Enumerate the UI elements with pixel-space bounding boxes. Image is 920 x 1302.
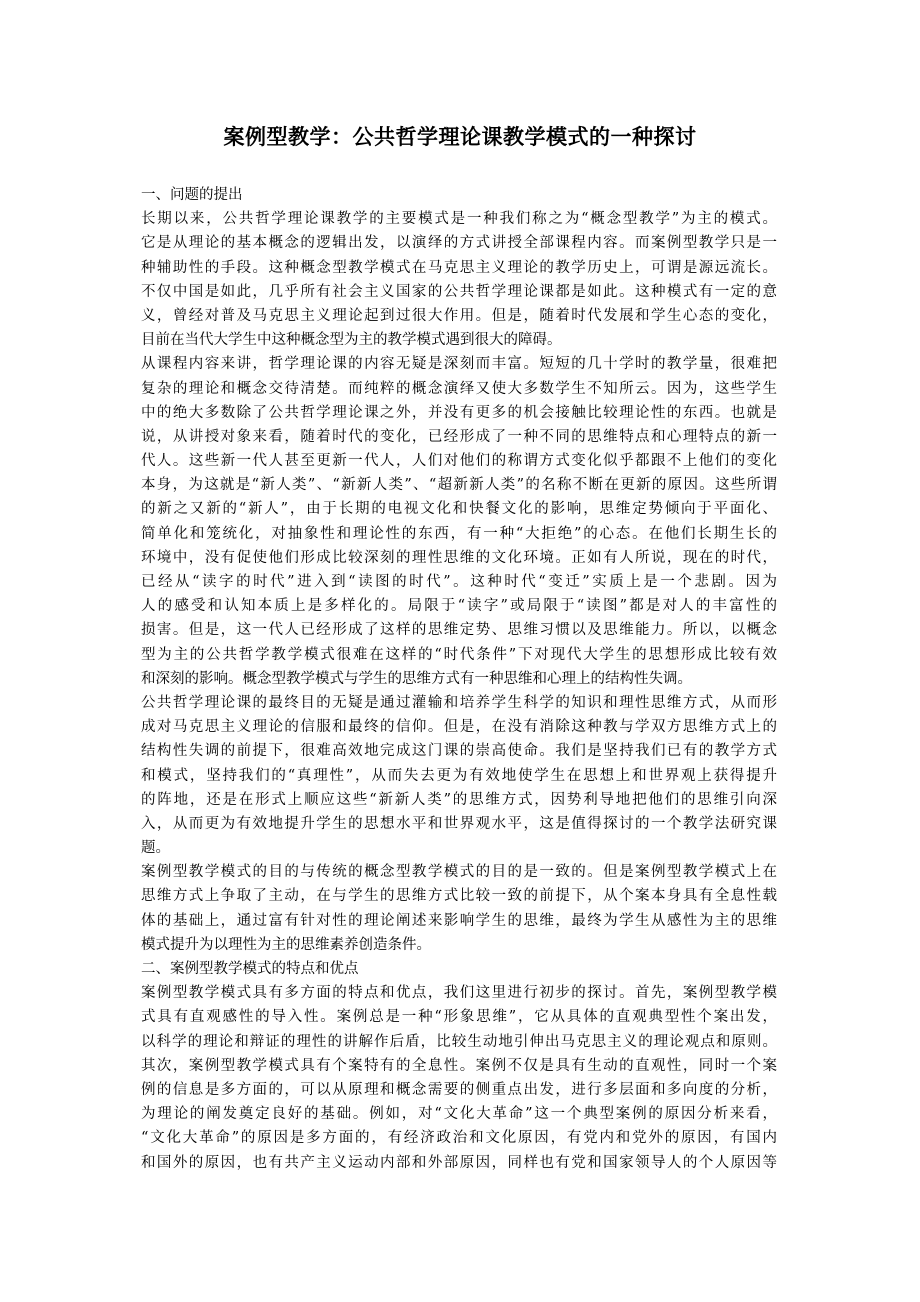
paragraph-line: 结构性失调的前提下，很难高效地完成这门课的崇高使命。我们是坚持我们已有的教学方式: [141, 743, 777, 760]
paragraph-line: 式具有直观感性的导入性。案例总是一种“形象思维”，它从具体的直观典型性个案出发，: [141, 1009, 777, 1026]
paragraph-line: 模式提升为以理性为主的思维素养创造条件。: [141, 936, 431, 953]
paragraph-line: 思维方式上争取了主动，在与学生的思维方式比较一致的前提下，从个案本身具有全息性载: [141, 888, 777, 905]
paragraph-line: 义，曾经对普及马克思主义理论起到过很大作用。但是，随着时代发展和学生心态的变化，: [141, 307, 777, 324]
paragraph-line: 型为主的公共哲学教学模式很难在这样的“时代条件”下对现代大学生的思想形成比较有效: [141, 646, 777, 663]
paragraph-line: 说，从讲授对象来看，随着时代的变化，已经形成了一种不同的思维特点和心理特点的新一: [141, 428, 777, 445]
paragraph-line: 体的基础上，通过富有针对性的理论阐述来影响学生的思维，最终为学生从感性为主的思维: [141, 912, 777, 929]
paragraph-line: 和模式，坚持我们的“真理性”，从而失去更为有效地使学生在思想上和世界观上获得提升: [141, 767, 777, 784]
paragraph-line: 的阵地，还是在形式上顺应这些“新新人类”的思维方式，因势利导地把他们的思维引向深: [141, 791, 777, 808]
paragraph-line: 和深刻的影响。概念型教学模式与学生的思维方式有一种思维和心理上的结构性失调。: [141, 670, 692, 687]
paragraph-line: 不仅中国是如此，几乎所有社会主义国家的公共哲学理论课都是如此。这种模式有一定的意: [141, 283, 777, 300]
document-body: [141, 183, 777, 1175]
paragraph-line: 入，从而更为有效地提升学生的思想水平和世界观水平，这是值得探讨的一个教学法研究课: [141, 815, 777, 832]
paragraph-line: 简单化和笼统化，对抽象性和理论性的东西，有一种“大拒绝”的心态。在他们长期生长的: [141, 525, 777, 542]
paragraph-line: 从课程内容来讲，哲学理论课的内容无疑是深刻而丰富。短短的几十学时的教学量，很难把: [141, 356, 777, 373]
paragraph-line: 公共哲学理论课的最终目的无疑是通过灌输和培养学生科学的知识和理性思维方式，从而形: [141, 694, 777, 711]
paragraph-line: 环境中，没有促使他们形成比较深刻的理性思维的文化环境。正如有人所说，现在的时代，: [141, 549, 777, 566]
paragraph-line: 题。: [141, 840, 170, 857]
document-title: 案例型教学：公共哲学理论课教学模式的一种探讨: [223, 125, 697, 149]
paragraph-line: 目前在当代大学生中这种概念型为主的教学模式遇到很大的障碍。: [141, 332, 562, 349]
paragraph-line: 种辅助性的手段。这种概念型教学模式在马克思主义理论的教学历史上，可谓是源远流长。: [141, 259, 777, 276]
paragraph-line: 长期以来，公共哲学理论课教学的主要模式是一种我们称之为“概念型教学”为主的模式。: [141, 211, 777, 228]
paragraph-line: 本身，为这就是“新人类”、“新新人类”、“超新新人类”的名称不断在更新的原因。这些所谓: [141, 477, 777, 494]
paragraph-line: 中的绝大多数除了公共哲学理论课之外，并没有更多的机会接触比较理论性的东西。也就是: [141, 404, 777, 421]
paragraph-line: 损害。但是，这一代人已经形成了这样的思维定势、思维习惯以及思维能力。所以，以概念: [141, 622, 777, 639]
paragraph-line: 为理论的阐发奠定良好的基础。例如，对“文化大革命”这一个典型案例的原因分析来看，: [141, 1106, 777, 1123]
section-heading: 二、案例型教学模式的特点和优点: [141, 961, 359, 977]
paragraph-line: 成对马克思主义理论的信服和最终的信仰。但是，在没有消除这种教与学双方思维方式上的: [141, 719, 777, 736]
paragraph-line: 以科学的理论和辩证的理性的讲解作后盾，比较生动地引伸出马克思主义的理论观点和原则。: [141, 1033, 777, 1050]
paragraph-line: “文化大革命”的原因是多方面的，有经济政治和文化原因，有党内和党外的原因，有国内: [141, 1130, 777, 1147]
paragraph-line: 已经从“读字的时代”进入到“读图的时代”。这种时代“变迁”实质上是一个悲剧。因为: [141, 574, 777, 590]
paragraph-line: 例的信息是多方面的，可以从原理和概念需要的侧重点出发，进行多层面和多向度的分析，: [141, 1081, 777, 1098]
paragraph-line: 和国外的原因，也有共产主义运动内部和外部原因，同样也有党和国家领导人的个人原因等: [141, 1154, 777, 1171]
paragraph-line: 其次，案例型教学模式具有个案特有的全息性。案例不仅是具有生动的直观性，同时一个案: [141, 1057, 777, 1074]
paragraph-line: 代人。这些新一代人甚至更新一代人，人们对他们的称谓方式变化似乎都跟不上他们的变化: [141, 453, 777, 470]
paragraph-line: 案例型教学模式具有多方面的特点和优点，我们这里进行初步的探讨。首先，案例型教学模: [141, 985, 777, 1002]
section-heading: 一、问题的提出: [141, 187, 243, 203]
paragraph-line: 人的感受和认知本质上是多样化的。局限于“读字”或局限于“读图”都是对人的丰富性的: [141, 598, 777, 615]
paragraph-line: 它是从理论的基本概念的逻辑出发，以演绎的方式讲授全部课程内容。而案例型教学只是一: [141, 235, 777, 252]
paragraph-line: 复杂的理论和概念交待清楚。而纯粹的概念演绎又使大多数学生不知所云。因为，这些学生: [141, 380, 777, 397]
paragraph-line: 的新之又新的“新人”，由于长期的电视文化和快餐文化的影响，思维定势倾向于平面化、: [141, 501, 777, 518]
paragraph-line: 案例型教学模式的目的与传统的概念型教学模式的目的是一致的。但是案例型教学模式上在: [141, 864, 777, 881]
